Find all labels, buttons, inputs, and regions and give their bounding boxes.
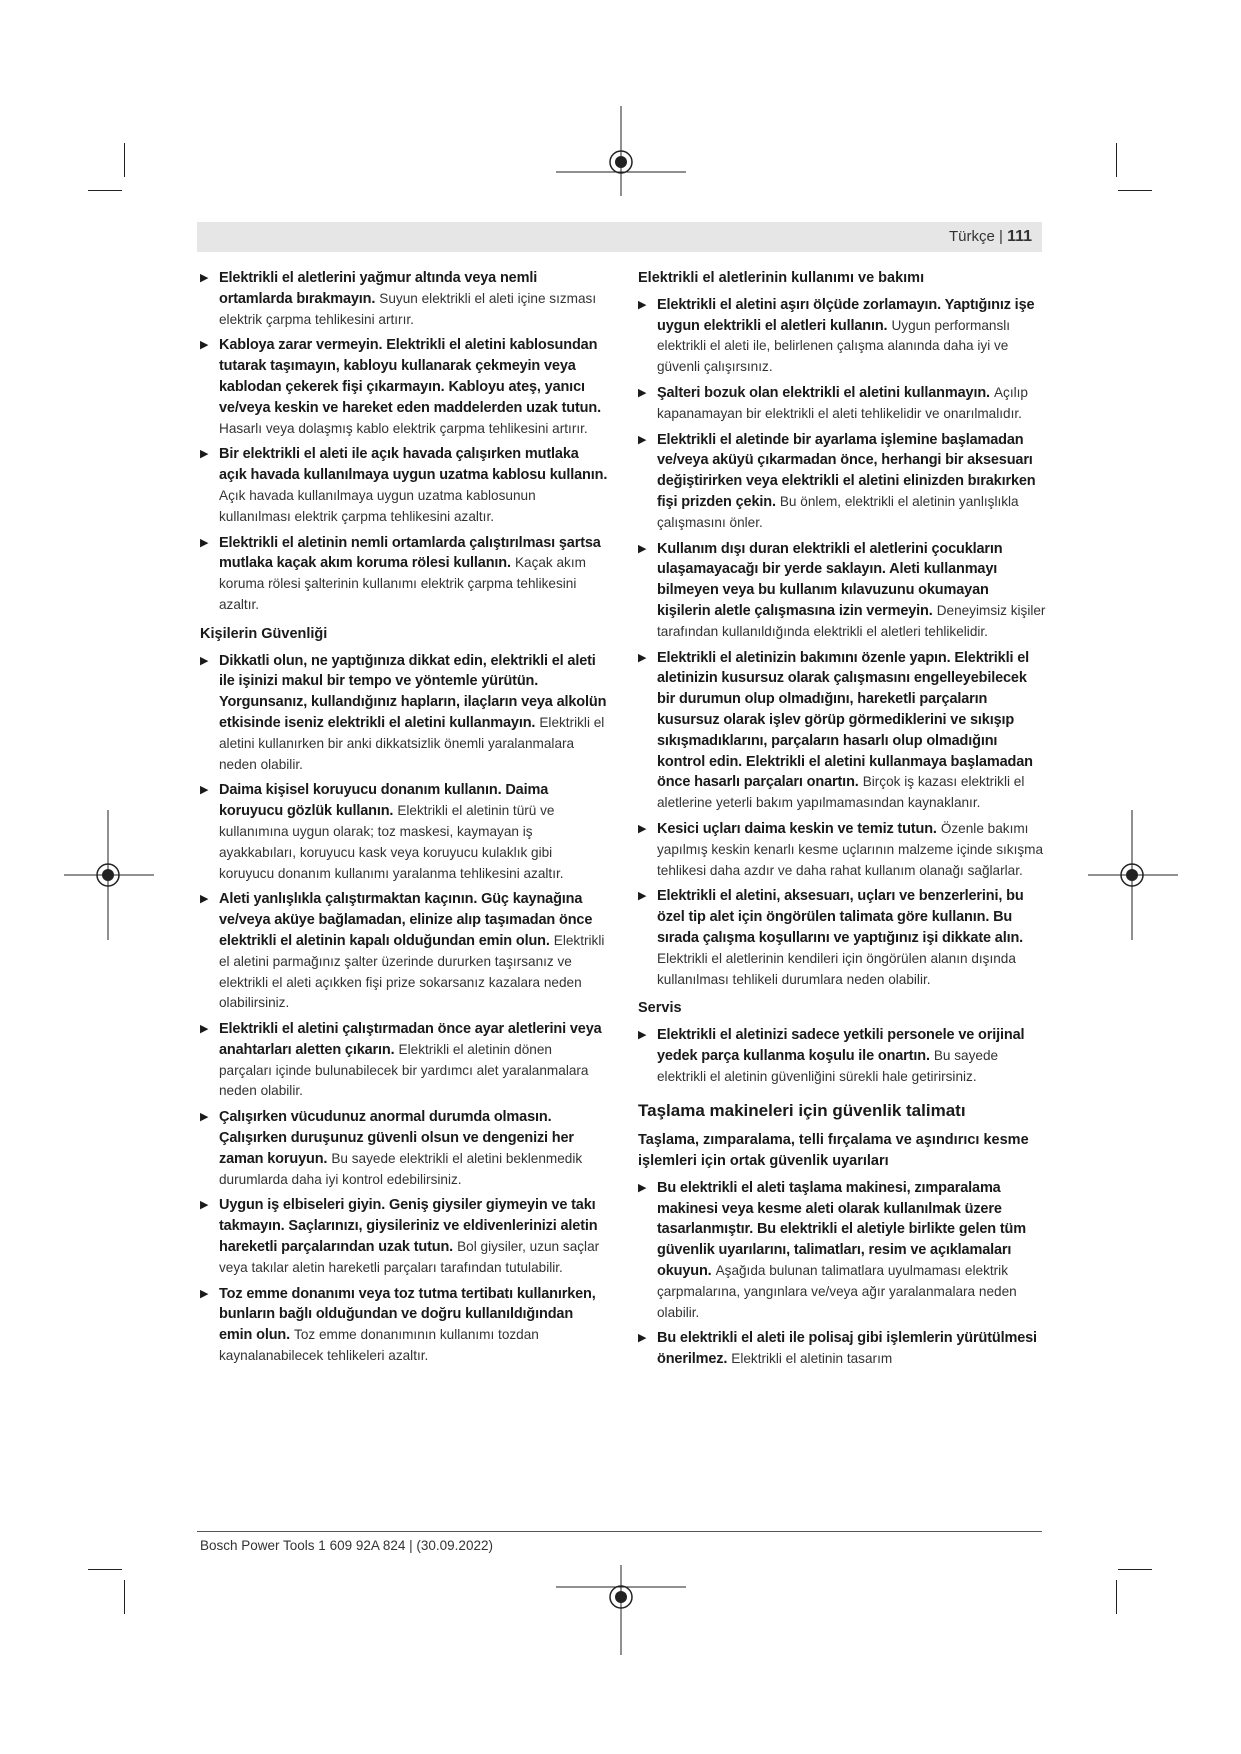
registration-mark-left bbox=[64, 810, 154, 940]
warning-bold-text: Elektrikli el aletinin nemli ortamlarda çalıştırılması şartsa mutlaka kaçak akım koruma rölesi kullanın. bbox=[219, 534, 601, 572]
subheading-common-warnings: Taşlama, zımparalama, telli fırçalama ve aşındırıcı kesme işlemleri için ortak güvenlik uyarıları bbox=[638, 1132, 1029, 1170]
footer-divider bbox=[197, 1531, 1042, 1532]
list-item bbox=[200, 1284, 608, 1367]
bullet-triangle-icon: ▶ bbox=[638, 1029, 647, 1042]
warning-bold-text: Elektrikli el aletinizi sadece yetkili personele ve orijinal yedek parça kullanma koşulu ile onartın. bbox=[657, 1027, 1025, 1064]
bullet-triangle-icon: ▶ bbox=[638, 386, 647, 399]
bullet-triangle-icon: ▶ bbox=[638, 890, 647, 903]
bullet-triangle-icon: ▶ bbox=[200, 272, 209, 284]
warning-bold-text: Kabloya zarar vermeyin. Elektrikli el aletini kablosundan tutarak taşımayın, kabloyu kullanarak çekmeyin veya kablodan çekerek fişi çıkarmayın. Kabloyu ateş, yanıcı ve/veya keskin ve hareket eden maddelerden uzak tutun. bbox=[219, 337, 601, 416]
list-item bbox=[200, 335, 608, 439]
warning-explanation-text: Elektrikli el aletlerinin kendileri için öngörülen alanın dışında kullanılması tehlikeli durumlara neden olabilir. bbox=[657, 950, 1016, 987]
section-heading-personal-safety: Kişilerin Güvenliği bbox=[200, 625, 328, 642]
bullet-triangle-icon: ▶ bbox=[200, 893, 209, 906]
bullet-triangle-icon: ▶ bbox=[200, 536, 209, 549]
bullet-triangle-icon: ▶ bbox=[200, 1199, 209, 1212]
list-item bbox=[200, 1195, 608, 1278]
crop-mark bbox=[1118, 1569, 1152, 1570]
warning-bold-text: Kesici uçları daima keskin ve temiz tutun. bbox=[657, 820, 937, 837]
warning-bold-text: Elektrikli el aletinizin bakımını özenle yapın. Elektrikli el aletinizin kusursuz olarak çalışmasını engelleyebilecek bir durumun olup olmadığını, hareketli parçaların kusursuz olarak işlev görüp görmediklerini ve sıkışıp sıkışmadıklarını, parçaların hasarlı olup olmadığını kontrol edin. Elektrikli el aletini kullanmaya başlamadan önce hasarlı parçaları onartın. bbox=[657, 649, 1033, 791]
bullet-triangle-icon: ▶ bbox=[638, 822, 647, 835]
page-footer: Bosch Power Tools 1 609 92A 824 | (30.09.2022) bbox=[200, 1538, 493, 1553]
list-item bbox=[200, 651, 608, 776]
header-separator: | bbox=[998, 228, 1003, 245]
right-column bbox=[638, 268, 1046, 1375]
list-item bbox=[638, 1328, 1046, 1370]
warning-explanation-text: Açık havada kullanılmaya uygun uzatma kablosunun kullanılması elektrik çarpma tehlikesini azaltır. bbox=[219, 487, 536, 524]
list-item bbox=[638, 383, 1046, 425]
warning-explanation-text: Bu önlem, elektrikli el aletinin yanlışlıkla çalışmasını önler. bbox=[657, 493, 1019, 530]
warning-bold-text: Elektrikli el aletlerini yağmur altında veya nemli ortamlarda bırakmayın. bbox=[219, 270, 538, 307]
safety-list-personal bbox=[200, 651, 608, 1367]
warning-explanation-text: Birçok iş kazası elektrikli el aletlerine yeterli bakım yapılmamasından kaynaklanır. bbox=[657, 774, 1025, 811]
safety-list-electrical bbox=[200, 268, 608, 616]
warning-explanation-text: Hasarlı veya dolaşmış kablo elektrik çarpma tehlikesini artırır. bbox=[219, 420, 588, 436]
warning-bold-text: Kullanım dışı duran elektrikli el aletlerini çocukların ulaşamayacağı bir yerde saklayın. Aleti kullanmayı bilmeyen veya bu kullanım kılavuzunu okumayan kişilerin aletle çalışmasına izin vermeyin. bbox=[657, 540, 1003, 619]
bullet-triangle-icon: ▶ bbox=[200, 339, 209, 352]
list-item bbox=[638, 886, 1046, 990]
crop-mark bbox=[88, 1569, 122, 1570]
list-item bbox=[638, 1178, 1046, 1324]
list-item bbox=[638, 295, 1046, 378]
section-heading-service: Servis bbox=[638, 1000, 682, 1017]
warning-bold-text: Uygun iş elbiseleri giyin. Geniş giysiler giymeyin ve takı takmayın. Saçlarınızı, giysileriniz ve eldivenlerinizi aletin hareketli parçalarından uzak tutun. bbox=[219, 1197, 598, 1256]
crop-mark bbox=[1116, 143, 1117, 177]
bullet-triangle-icon: ▶ bbox=[200, 654, 209, 667]
warning-explanation-text: Özenle bakımı yapılmış keskin kenarlı kesme uçlarının malzeme içinde sıkışma tehlikesi daha azdır ve daha rahat kullanım olanağı sağlarlar. bbox=[657, 820, 1044, 878]
list-item bbox=[638, 430, 1046, 534]
warning-explanation-text: Elektrikli el aletini parmağınız şalter üzerinde dururken taşırsanız ve elektrikli el aleti açıkken fişi prize sokarsanız kazalara neden olabilirsiniz. bbox=[219, 932, 605, 1011]
warning-bold-text: Elektrikli el aletini, aksesuarı, uçları ve benzerlerini, bu özel tip alet için öngörülen talimata göre kullanın. Bu sırada çalışma koşullarını ve yaptığınız işi dikkate alın. bbox=[657, 888, 1024, 946]
header-language: Türkçe bbox=[948, 228, 995, 245]
warning-explanation-text: Elektrikli el aletinin türü ve kullanımına uygun olarak; toz maskesi, kaymayan iş ayakkabıları, koruyucu kask veya koruyucu kulaklık gibi koruyucu donanım kullanımı yaralanma tehlikesini azaltır. bbox=[219, 803, 564, 881]
warning-explanation-text: Açılıp kapanamayan bir elektrikli el aleti tehlikelidir ve onarılmalıdır. bbox=[657, 384, 1028, 421]
warning-bold-text: Elektrikli el aletini çalıştırmadan önce ayar aletlerini veya anahtarları aletten çıkarın. bbox=[219, 1021, 602, 1058]
heading-grinder-safety: Taşlama makineleri için güvenlik talimatı bbox=[638, 1101, 966, 1121]
bullet-triangle-icon: ▶ bbox=[638, 1181, 647, 1194]
header-label bbox=[949, 222, 1042, 252]
warning-explanation-text: Elektrikli el aletinin dönen parçaları içinde bulunabilecek bir yardımcı alet yaralanmalara neden olabilir. bbox=[219, 1041, 589, 1099]
list-item bbox=[200, 444, 608, 527]
safety-list-service bbox=[638, 1025, 1046, 1087]
list-item bbox=[200, 780, 608, 884]
warning-bold-text: Aleti yanlışlıkla çalıştırmaktan kaçının. Güç kaynağına ve/veya aküye bağlamadan, elinize alıp taşımadan önce elektrikli el aletinin kapalı olduğundan emin olun. bbox=[219, 891, 593, 949]
warning-explanation-text: Bu sayede elektrikli el aletinin güvenliğini sürekli hale getirirsiniz. bbox=[657, 1047, 999, 1084]
list-item bbox=[638, 819, 1046, 881]
warning-explanation-text: Uygun performanslı elektrikli el aleti ile, belirlenen çalışma alanında daha iyi ve güvenli çalışırsınız. bbox=[657, 317, 1011, 375]
crop-mark bbox=[124, 143, 125, 177]
safety-list-grinder bbox=[638, 1178, 1046, 1370]
bullet-triangle-icon: ▶ bbox=[638, 651, 647, 664]
warning-explanation-text: Deneyimsiz kişiler tarafından kullanıldığında elektrikli el aletleri tehlikelidir. bbox=[657, 602, 1046, 639]
warning-bold-text: Bu elektrikli el aleti ile polisaj gibi işlemlerin yürütülmesi önerilmez. bbox=[657, 1330, 1037, 1368]
bullet-triangle-icon: ▶ bbox=[200, 1111, 209, 1124]
warning-bold-text: Bir elektrikli el aleti ile açık havada çalışırken mutlaka açık havada kullanılmaya uygun uzatma kablosu kullanın. bbox=[219, 446, 608, 484]
bullet-triangle-icon: ▶ bbox=[638, 1332, 647, 1345]
safety-list-tool-use bbox=[638, 295, 1046, 991]
list-item bbox=[638, 648, 1046, 814]
warning-explanation-text: Toz emme donanımının kullanımı tozdan kaynalanabilecek tehlikeleri azaltır. bbox=[219, 1327, 539, 1364]
list-item bbox=[200, 889, 608, 1014]
warning-bold-text: Bu elektrikli el aleti taşlama makinesi, zımparalama makinesi veya kesme aleti olarak kullanılmak üzere tasarlanmıştır. Bu elektrikli el aletiyle birlikte gelen tüm güvenlik uyarılarını, talimatları, resim ve açıklamaları okuyun. bbox=[657, 1179, 1026, 1280]
warning-bold-text: Elektrikli el aletinde bir ayarlama işlemine başlamadan ve/veya aküyü çıkarmadan önce, herhangi bir aksesuarı değiştirirken veya elektrikli el aletini elinizden bırakırken fişi prizden çekin. bbox=[657, 431, 1036, 510]
bullet-triangle-icon: ▶ bbox=[200, 1287, 209, 1300]
section-heading-tool-use: Elektrikli el aletlerinin kullanımı ve bakımı bbox=[638, 270, 925, 286]
list-item bbox=[638, 1025, 1046, 1087]
warning-bold-text: Çalışırken vücudunuz anormal durumda olmasın. Çalışırken duruşunuz güvenli olsun ve dengenizi her zaman koruyun. bbox=[219, 1109, 574, 1167]
list-item bbox=[200, 268, 608, 330]
list-item bbox=[200, 1019, 608, 1102]
bullet-triangle-icon: ▶ bbox=[638, 433, 647, 446]
list-item bbox=[200, 533, 608, 616]
crop-mark bbox=[1118, 190, 1152, 191]
registration-mark-bottom bbox=[556, 1565, 686, 1655]
bullet-triangle-icon: ▶ bbox=[200, 784, 209, 797]
warning-explanation-text: Suyun elektrikli el aleti içine sızması elektrik çarpma tehlikesini artırır. bbox=[219, 290, 597, 327]
warning-explanation-text: Bol giysiler, uzun saçlar veya takılar aletin hareketli parçaları tarafından tutulabilir. bbox=[219, 1239, 600, 1275]
registration-mark-top bbox=[556, 106, 686, 196]
warning-bold-text: Şalteri bozuk olan elektrikli el aletini kullanmayın. bbox=[657, 384, 990, 401]
page-header bbox=[197, 222, 1042, 252]
warning-explanation-text: Kaçak akım koruma rölesi şalterinin kullanımı elektrik çarpma tehlikesini azaltır. bbox=[219, 555, 586, 612]
crop-mark bbox=[88, 190, 122, 191]
crop-mark bbox=[1116, 1580, 1117, 1614]
warning-explanation-text: Bu sayede elektrikli el aletini beklenmedik durumlarda daha iyi kontrol edebilirsiniz. bbox=[219, 1150, 583, 1187]
bullet-triangle-icon: ▶ bbox=[200, 448, 209, 461]
bullet-triangle-icon: ▶ bbox=[638, 542, 647, 555]
bullet-triangle-icon: ▶ bbox=[200, 1023, 209, 1036]
warning-bold-text: Daima kişisel koruyucu donanım kullanın. Daima koruyucu gözlük kullanın. bbox=[219, 782, 549, 820]
warning-bold-text: Elektrikli el aletini aşırı ölçüde zorlamayın. Yaptığınız işe uygun elektrikli el aletleri kullanın. bbox=[657, 296, 1035, 334]
warning-explanation-text: Elektrikli el aletini kullanırken bir anki dikkatsizlik önemli yaralanmalara neden olabilir. bbox=[219, 714, 605, 772]
crop-mark bbox=[124, 1580, 125, 1614]
list-item bbox=[200, 1107, 608, 1190]
warning-bold-text: Toz emme donanımı veya toz tutma tertibatı kullanırken, bunların bağlı olduğundan ve doğru kullanıldığından emin olun. bbox=[219, 1285, 596, 1344]
registration-mark-right bbox=[1088, 810, 1178, 940]
bullet-triangle-icon: ▶ bbox=[638, 298, 647, 311]
warning-explanation-text: Elektrikli el aletinin tasarım bbox=[731, 1351, 893, 1367]
left-column bbox=[200, 268, 608, 1372]
warning-bold-text: Dikkatli olun, ne yaptığınıza dikkat edin, elektrikli el aleti ile işinizi makul bir tempo ve yöntemle yürütün. Yorgunsanız, kullandığınız hapların, ilaçların veya alkolün etkisinde iseniz elektrikli el aletini kullanmayın. bbox=[219, 652, 607, 731]
page-number: 111 bbox=[1007, 228, 1032, 245]
warning-explanation-text: Aşağıda bulunan talimatlara uyulmaması elektrik çarpmalarına, yangınlara ve/veya ağır yaralanmalara neden olabilir. bbox=[657, 1263, 1017, 1320]
list-item bbox=[638, 539, 1046, 643]
